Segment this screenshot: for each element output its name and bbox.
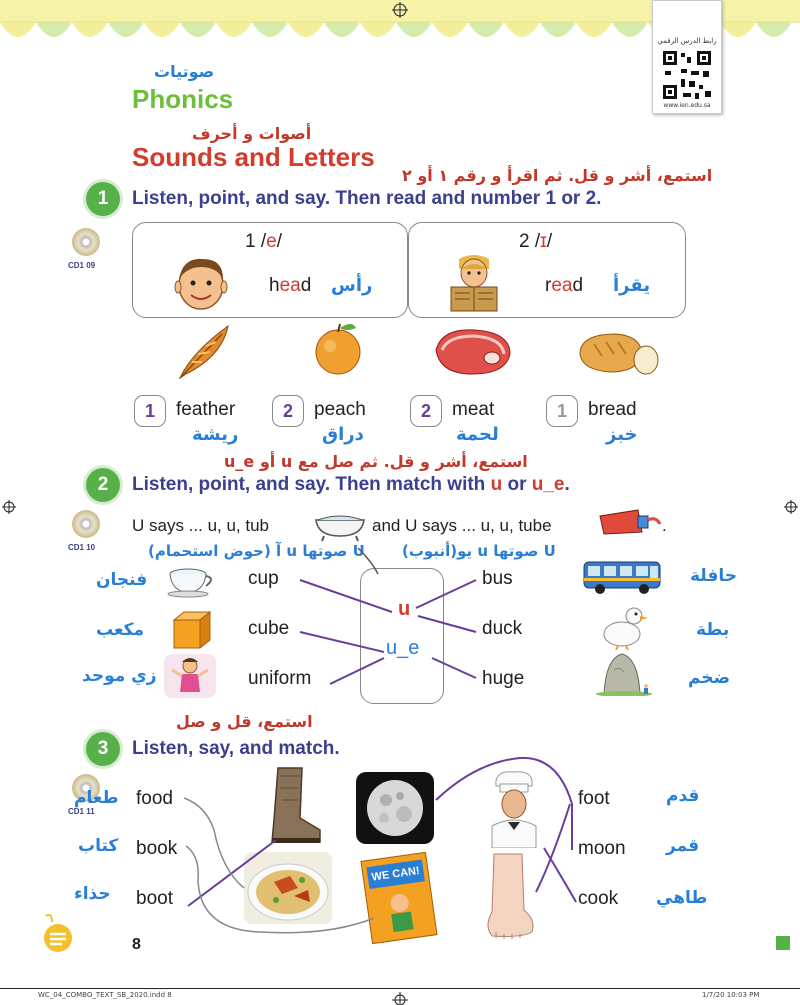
word-cup: cup [248,568,279,589]
section3-instruction-arabic: استمع، قل و صل [176,712,313,731]
registration-mark-icon [784,500,798,514]
section2-cd-label: CD1 10 [68,543,96,552]
word-boot: boot [136,888,173,909]
arabic-cup: فنجان [96,570,148,590]
arabic-huge: ضخم [688,668,731,688]
word-meat: meat [452,399,495,420]
word-food: food [136,788,173,809]
sounds-arabic: أصوات و أحرف [192,124,312,143]
file-info: WC_04_COMBO_TEXT_SB_2020.indd 8 [38,991,172,999]
registration-mark-icon [392,992,408,1005]
phonics-arabic: صوتيات [154,62,215,81]
section2-instruction-arabic: استمع، أشر و قل. ثم صل مع u أو u_e [224,452,528,471]
arabic-cook: طاهي [656,888,708,908]
section3-cd-label: CD1 11 [68,807,95,816]
arabic-bread: خبز [606,424,638,445]
section1-instruction: Listen, point, and say. Then read and number 1 or 2. [132,188,602,209]
u-says-tube: and U says ... u, u, tube [372,516,552,535]
sound-e-word: head [269,275,312,296]
tube-arabic: U صوتها u يو(أنبوب) [402,542,556,560]
tub-arabic: U صوتها u آ (حوض استحمام) [148,542,365,560]
word-uniform: uniform [248,668,312,689]
section1-number: 1 [86,182,120,216]
section3-instruction: Listen, say, and match. [132,738,340,759]
section1-cd-label: CD1 09 [68,261,96,270]
section1-instruction-arabic: استمع، أشر و قل. ثم اقرأ و رقم ١ أو ٢ [402,166,713,185]
book-title: WE CAN! [366,859,425,889]
number-box-peach[interactable]: 2 [272,395,304,427]
word-book: book [136,838,178,859]
word-bread: bread [588,399,637,420]
center-u-e[interactable]: u_e [386,637,420,659]
arabic-moon: قمر [666,836,700,856]
number-box-feather[interactable]: 1 [134,395,166,427]
word-duck: duck [482,618,523,639]
arabic-peach: دراق [322,424,364,445]
u-says-tub: U says ... u, u, tub [132,516,270,535]
number-box-meat[interactable]: 2 [410,395,442,427]
phonics-heading: Phonics [132,84,234,114]
arabic-meat: لحمة [456,424,499,445]
word-moon: moon [578,838,626,859]
sound-e-arabic: رأس [331,275,373,296]
sounds-heading: Sounds and Letters [132,142,375,172]
word-foot: foot [578,788,610,809]
word-huge: huge [482,668,525,689]
arabic-foot: قدم [666,786,700,806]
section3-number: 3 [86,732,120,766]
section2-instruction: Listen, point, and say. Then match with u or u_e. [132,474,570,495]
word-bus: bus [482,568,513,589]
arabic-food: طعام [74,788,119,808]
registration-mark-icon [2,500,16,514]
sound-e-title: 1 /e/ [245,231,282,252]
arabic-duck: بطة [696,620,730,640]
word-peach: peach [314,399,366,420]
word-feather: feather [176,399,236,420]
arabic-feather: ريشة [192,424,239,445]
footer-rule [0,988,800,989]
says-period: . [662,516,667,535]
arabic-cube: مكعب [96,620,145,640]
qr-label: رابط الدرس الرقمي [657,37,717,45]
number-box-bread[interactable]: 1 [546,395,578,427]
arabic-book: كتاب [78,836,119,856]
corner-marker [776,936,790,950]
arabic-uniform: زي موحد [82,666,157,686]
timestamp: 1/7/20 10:03 PM [702,991,760,999]
arabic-bus: حافلة [690,566,738,586]
center-u[interactable]: u [398,598,411,620]
sound-i-word: read [545,275,584,296]
page-number: 8 [132,936,141,953]
section2-number: 2 [86,468,120,502]
qr-url[interactable]: www.ien.edu.sa [663,102,711,109]
arabic-boot: حذاء [74,884,111,904]
sound-i-title: 2 /ɪ/ [519,231,553,252]
logo-icon [38,912,74,952]
word-cook: cook [578,888,619,909]
word-cube: cube [248,618,290,639]
sound-i-arabic: يقرأ [613,275,651,296]
